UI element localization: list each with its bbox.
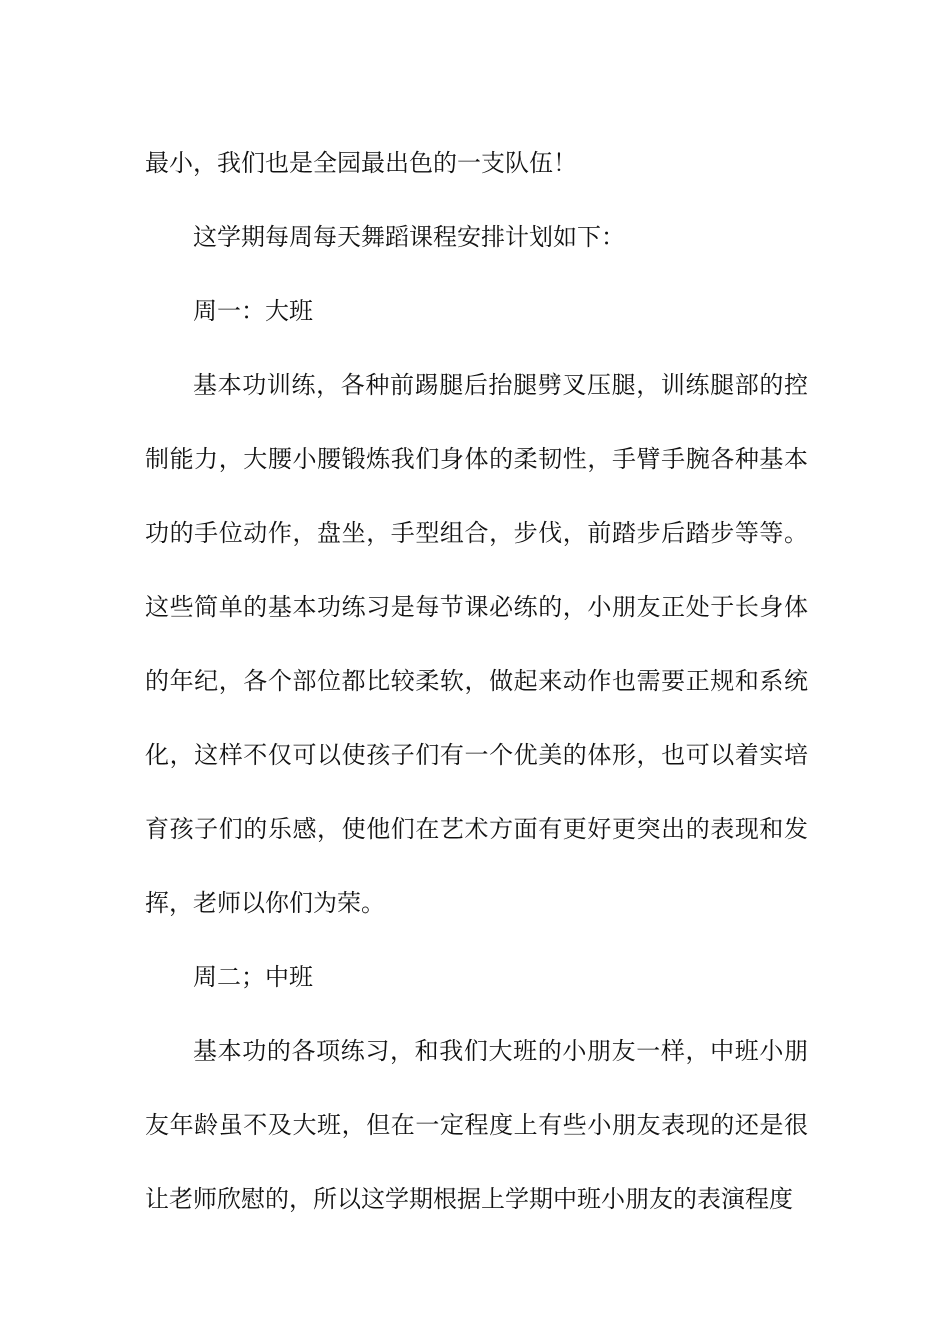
paragraph-continuation: 最小，我们也是全园最出色的一支队伍！ [145,149,577,177]
document-body [145,126,808,1236]
paragraph-tuesday-content: 基本功的各项练习，和我们大班的小朋友一样，中班小朋友年龄虽不及大班，但在一定程度上有些小朋友表现的还是很让老师欣慰的，所以这学期根据上学期中班小朋友的表演程度 [145,1037,808,1213]
paragraph-schedule-intro: 这学期每周每天舞蹈课程安排计划如下： [193,223,625,251]
heading-tuesday-middle-class: 周二；中班 [193,963,313,991]
heading-monday-senior-class: 周一：大班 [193,297,313,325]
paragraph-monday-content: 基本功训练，各种前踢腿后抬腿劈叉压腿，训练腿部的控制能力，大腰小腰锻炼我们身体的柔韧性，手臂手腕各种基本功的手位动作，盘坐，手型组合，步伐，前踏步后踏步等等。这些简单的基本功练习是每节课必练的，小朋友正处于长身体的年纪，各个部位都比较柔软，做起来动作也需要正规和系统化，这样不仅可以使孩子们有一个优美的体形，也可以着实培育孩子们的乐感，使他们在艺术方面有更好更突出的表现和发挥，老师以你们为荣。 [145,371,808,917]
